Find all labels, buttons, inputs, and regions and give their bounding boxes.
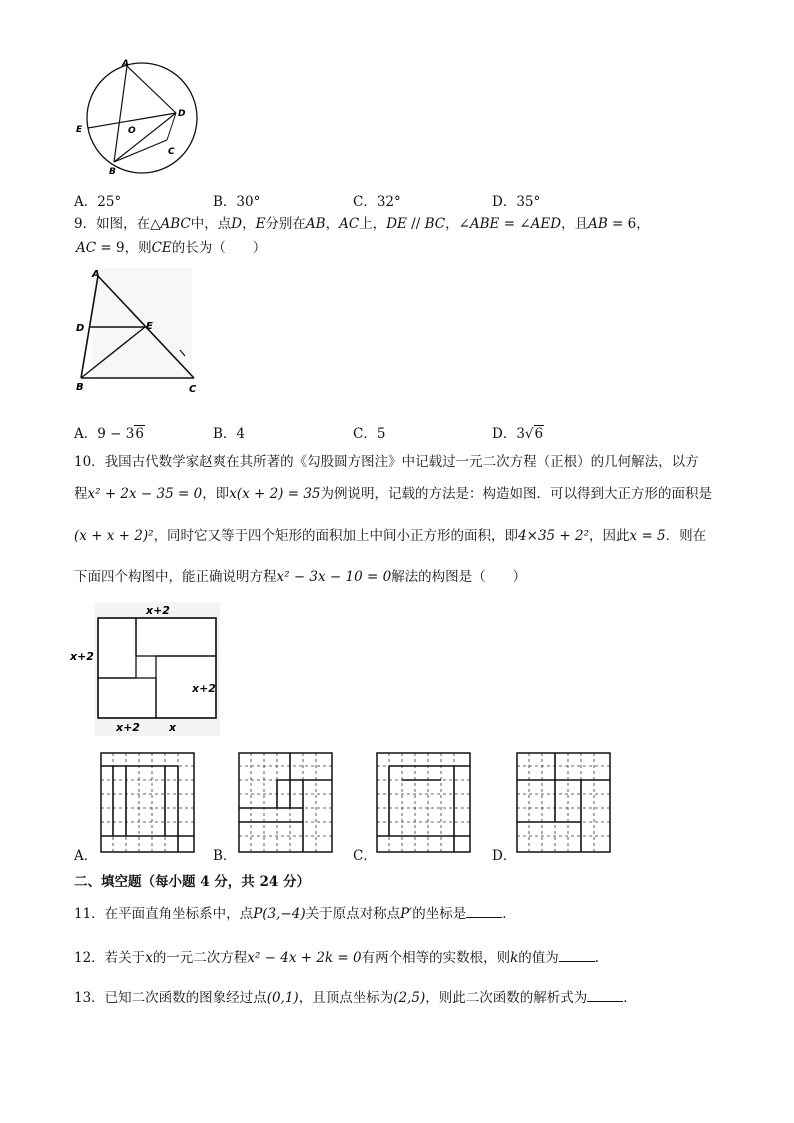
label-left: x+2 — [70, 650, 94, 663]
q12-answer-blank[interactable] — [559, 947, 595, 962]
q11-answer-blank[interactable] — [466, 903, 502, 918]
q8-option-a: A．25° — [74, 194, 122, 210]
q9-option-b: B．4 — [213, 426, 246, 442]
section2-title: 二、填空题（每小题 4 分，共 24 分） — [74, 874, 310, 890]
q10-option-c-label: C． — [353, 848, 377, 864]
label-b: B — [76, 382, 84, 393]
q13-line: 13．已知二次函数的图象经过点(0,1)，且顶点坐标为(2,5)，则此二次函数的解析式为 ． — [74, 987, 637, 1008]
chord-ad — [127, 66, 176, 113]
label-a: A — [122, 59, 129, 69]
q8-option-c: C．32° — [353, 194, 401, 210]
label-d: D — [178, 109, 186, 119]
q8-option-d: D．35° — [492, 194, 541, 210]
label-b: B — [109, 167, 116, 177]
q9-line1: 9．如图，在△ABC中，点D，E分别在AB，AC上，DE // BC，∠ABE = ∠AED，且AB = 6， — [74, 216, 650, 232]
q10-line2: 程x² + 2x − 35 = 0，即x(x + 2) = 35为例说明，记载的方法是：构造如图．可以得到大正方形的面积是 — [74, 486, 713, 502]
q9-line2: AC = 9，则CE的长为（ ） — [76, 240, 267, 256]
label-e: E — [146, 321, 153, 332]
label-bottom-b: x — [169, 721, 177, 734]
q10-zhao-figure — [68, 600, 224, 738]
q10-label-right: x+2 — [192, 682, 216, 695]
q9-triangle-figure — [72, 266, 202, 396]
q10-option-d-figure — [516, 752, 612, 854]
label-o: O — [128, 126, 136, 136]
q10-option-c-figure — [376, 752, 472, 854]
chord-bd — [114, 113, 176, 162]
q9-option-c: C．5 — [353, 426, 386, 442]
q9-option-a: A．9 − 36 — [74, 426, 144, 442]
outer-square — [98, 618, 216, 718]
label-bottom-a: x+2 — [116, 721, 140, 734]
grid-dashed — [101, 753, 194, 852]
chord-ab — [114, 66, 127, 162]
label-d: D — [76, 323, 85, 334]
label-a: A — [92, 269, 100, 280]
label-c: C — [168, 147, 175, 157]
chord-bc — [114, 140, 167, 162]
q10-option-b-figure — [238, 752, 334, 854]
label-c: C — [189, 384, 197, 395]
q9-option-d: D．3√6 — [492, 426, 544, 442]
q10-option-a-figure — [100, 752, 196, 854]
q10-line4: 下面四个构图中，能正确说明方程x² − 3x − 10 = 0解法的构图是（ ） — [74, 569, 527, 585]
q11-line: 11．在平面直角坐标系中，点P(3,−4)关于原点对称点P′的坐标是 ． — [74, 903, 516, 924]
q10-line1: 10．我国古代数学家赵爽在其所著的《勾股圆方图注》中记载过一元二次方程（正根）的几何解法，以方 — [74, 454, 699, 470]
q10-option-b-label: B． — [213, 848, 237, 864]
label-top: x+2 — [146, 604, 170, 617]
q10-option-d-label: D． — [492, 848, 517, 864]
q10-option-a-label: A． — [74, 848, 98, 864]
q8-option-b: B．30° — [213, 194, 261, 210]
q8-circle-figure — [72, 58, 202, 180]
q10-line3: (x + x + 2)²，同时它又等于四个矩形的面积加上中间小正方形的面积，即4×35 + 2²，因此x = 5．则在 — [74, 528, 707, 544]
label-e: E — [76, 125, 83, 135]
q12-line: 12．若关于x的一元二次方程x² − 4x + 2k = 0有两个相等的实数根，则k的值为 ． — [74, 947, 608, 968]
q13-answer-blank[interactable] — [587, 987, 623, 1002]
